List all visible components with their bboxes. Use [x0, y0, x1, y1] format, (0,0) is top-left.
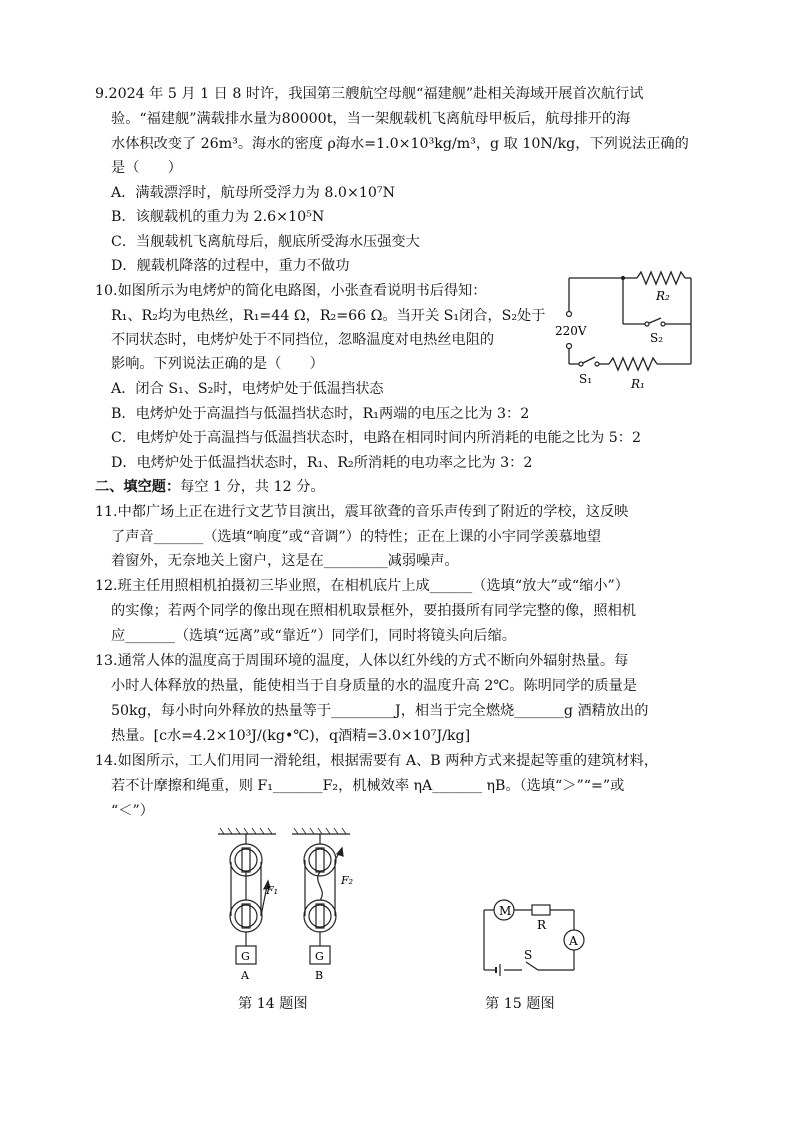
q10-line-2: R₁、R₂均为电热丝，R₁=44 Ω，R₂=66 Ω。当开关 S₁闭合，S₂处于: [111, 308, 546, 324]
q10-option-b: B．电烤炉处于高温挡与低温挡状态时，R₁两端的电压之比为 3：2: [111, 406, 530, 422]
fig15-circuit-diagram: [478, 896, 586, 976]
q9-line-4: 是（ ）: [111, 160, 182, 176]
system-a-label: A: [241, 969, 249, 982]
q12-line-1: 12.班主任用照相机拍摄初三毕业照，在相机底片上成______（选填“放大”或“缩小”）: [95, 578, 629, 594]
q9-option-b: B．该舰载机的重力为 2.6×10⁵N: [111, 209, 325, 225]
q10-line-1: 10.如图所示为电烤炉的简化电路图，小张查看说明书后得知：: [95, 283, 487, 299]
system-b-label: B: [315, 969, 324, 982]
q9-option-a: A．满载漂浮时，航母所受浮力为 8.0×10⁷N: [111, 185, 395, 201]
q9-option-c: C．当舰载机飞离航母后，舰底所受海水压强变大: [111, 234, 420, 250]
q14-line-1: 14.如图所示，工人们用同一滑轮组，根据需要有 A、B 两种方式来提起等重的建筑材料，: [95, 753, 659, 769]
q13-line-1: 13.通常人体的温度高于周围环境的温度，人体以红外线的方式不断向外辐射热量。每: [95, 653, 629, 669]
q12-line-2: 的实像；若两个同学的像出现在照相机取景框外，要拍摄所有同学完整的像，照相机: [111, 603, 636, 619]
fig15-caption: 第 15 题图: [485, 996, 555, 1012]
motor-label: M: [499, 904, 512, 918]
r1-label: R₁: [631, 377, 645, 391]
fig14-caption: 第 14 题图: [238, 996, 308, 1012]
q9-line-1: 9.2024 年 5 月 1 日 8 时许，我国第三艘航空母舰“福建舰”赴相关海域开展首次航行试: [95, 86, 644, 102]
section-heading: [95, 477, 325, 497]
s1-label: S₁: [579, 372, 593, 386]
q9-line-2: 验。“福建舰”满载排水量为80000t，当一架舰载机飞离航母甲板后，航母排开的海: [111, 111, 631, 127]
q13-line-3: 50kg，每小时向外释放的热量等于_________J，相当于完全燃烧_______g 酒精放出的: [111, 703, 649, 719]
weight-a-label: G: [241, 950, 250, 963]
voltage-label: 220V: [555, 324, 587, 338]
q14-line-3: “＜”）: [111, 803, 154, 819]
ammeter-label: A: [569, 934, 578, 948]
q13-line-4: 热量。[c水=4.2×10³J/(kg•℃)，q酒精=3.0×10⁷J/kg]: [111, 728, 471, 744]
f1-label: F₁: [266, 884, 279, 897]
resistor-label: R: [537, 918, 547, 932]
q9-option-d: D．舰载机降落的过程中，重力不做功: [111, 258, 350, 274]
q11-line-1: 11.中都广场上正在进行文艺节目演出，震耳欲聋的音乐声传到了附近的学校，这反映: [95, 504, 629, 520]
f2-label: F₂: [341, 874, 354, 887]
weight-b-label: G: [315, 950, 324, 963]
q10-circuit-diagram: [555, 262, 700, 392]
q10-option-c: C．电烤炉处于高温挡与低温挡状态时，电路在相同时间内所消耗的电能之比为 5：2: [111, 430, 641, 446]
section-score-note: 每空 1 分，共 12 分。: [180, 479, 325, 495]
fig14-pulley-diagram: [208, 826, 368, 986]
q13-line-2: 小时人体释放的热量，能使相当于自身质量的水的温度升高 2℃。陈明同学的质量是: [111, 678, 637, 694]
q14-line-2: 若不计摩擦和绳重，则 F₁_______F₂，机械效率 ηA_______ ηB。（选填“＞”“=”或: [111, 778, 625, 794]
q10-option-a: A．闭合 S₁、S₂时，电烤炉处于低温挡状态: [111, 381, 384, 397]
q11-line-3: 着窗外，无奈地关上窗户，这是在_________减弱噪声。: [111, 553, 459, 569]
q9-line-3: 水体积改变了 26m³。海水的密度 ρ海水=1.0×10³kg/m³，g 取 10N/kg，下列说法正确的: [111, 136, 689, 152]
q12-line-3: 应_______（选填“远离”或“靠近”）同学们，同时将镜头向后缩。: [111, 628, 516, 644]
r2-label: R₂: [656, 289, 670, 303]
q11-line-2: 了声音_______（选填“响度”或“音调”）的特性；正在上课的小宇同学羡慕地望: [111, 529, 602, 545]
q10-line-4: 影响。下列说法正确的是（ ）: [111, 356, 324, 372]
section-title: 二、填空题：: [95, 479, 181, 495]
s2-label: S₂: [650, 331, 664, 345]
q10-option-d: D．电烤炉处于低温挡状态时，R₁、R₂所消耗的电功率之比为 3：2: [111, 455, 533, 471]
q10-line-3: 不同状态时，电烤炉处于不同挡位，忽略温度对电热丝电阻的: [111, 332, 495, 348]
switch-label: S: [524, 948, 533, 962]
